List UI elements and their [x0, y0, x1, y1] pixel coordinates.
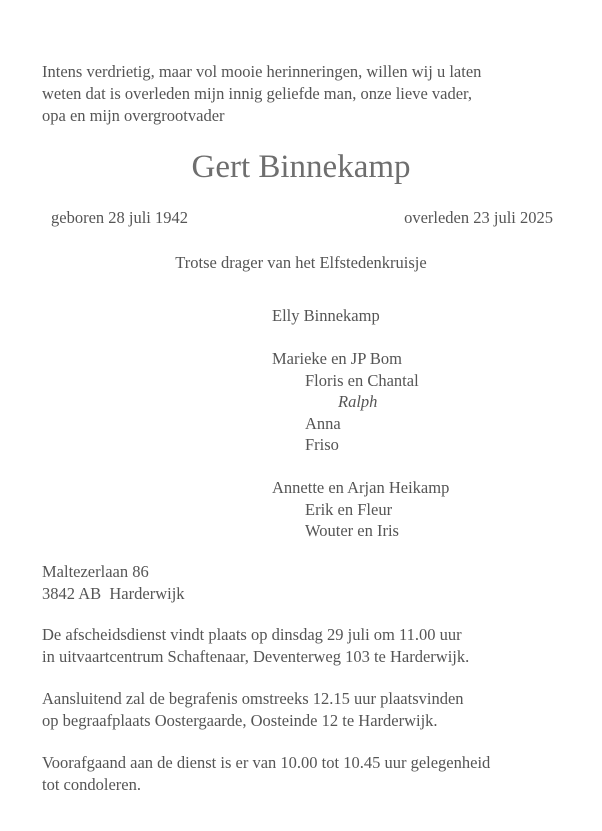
address-city: 3842 AB Harderwijk	[42, 584, 185, 603]
family-head: Marieke en JP Bom	[272, 349, 402, 368]
tagline: Trotse drager van het Elfstedenkruisje	[175, 253, 427, 272]
service-notice	[42, 624, 582, 668]
notice-line: in uitvaartcentrum Schaftenaar, Deventerweg 103 te Harderwijk.	[42, 647, 470, 666]
family-child: Erik en Fleur	[305, 499, 393, 519]
spacer	[272, 327, 592, 349]
family-grandchild: Ralph	[338, 392, 378, 411]
intro-text	[42, 61, 582, 127]
notice-line: op begraafplaats Oostergaarde, Oosteinde 12 te Harderwijk.	[42, 711, 438, 730]
family-child: Floris en Chantal	[305, 370, 419, 390]
notices-block	[42, 624, 582, 816]
notice-line: Voorafgaand aan de dienst is er van 10.00 tot 10.45 uur gelegenheid	[42, 753, 491, 772]
notice-line: Aansluitend zal de begrafenis omstreeks 12.15 uur plaatsvinden	[42, 689, 464, 708]
family-head: Annette en Arjan Heikamp	[272, 478, 450, 497]
spacer	[272, 456, 592, 478]
address-block	[42, 561, 582, 605]
burial-notice	[42, 688, 582, 732]
notice-line: De afscheidsdienst vindt plaats op dinsdag 29 juli om 11.00 uur	[42, 625, 462, 644]
family-child: Anna	[305, 413, 341, 433]
condolence-notice	[42, 752, 582, 796]
deceased-name: Gert Binnekamp	[191, 149, 411, 185]
address-street: Maltezerlaan 86	[42, 562, 149, 581]
notice-line: tot condoleren.	[42, 775, 141, 794]
death-date: overleden 23 juli 2025	[404, 208, 553, 227]
birth-date: geboren 28 juli 1942	[51, 208, 189, 227]
spouse-name: Elly Binnekamp	[272, 306, 380, 325]
family-child: Wouter en Iris	[305, 521, 399, 540]
family-list	[272, 305, 592, 542]
intro-line: opa en mijn overgrootvader	[42, 106, 225, 125]
family-child: Friso	[305, 435, 339, 454]
intro-line: weten dat is overleden mijn innig geliefde man, onze lieve vader,	[42, 84, 473, 103]
intro-line: Intens verdrietig, maar vol mooie herinneringen, willen wij u laten	[42, 62, 482, 81]
